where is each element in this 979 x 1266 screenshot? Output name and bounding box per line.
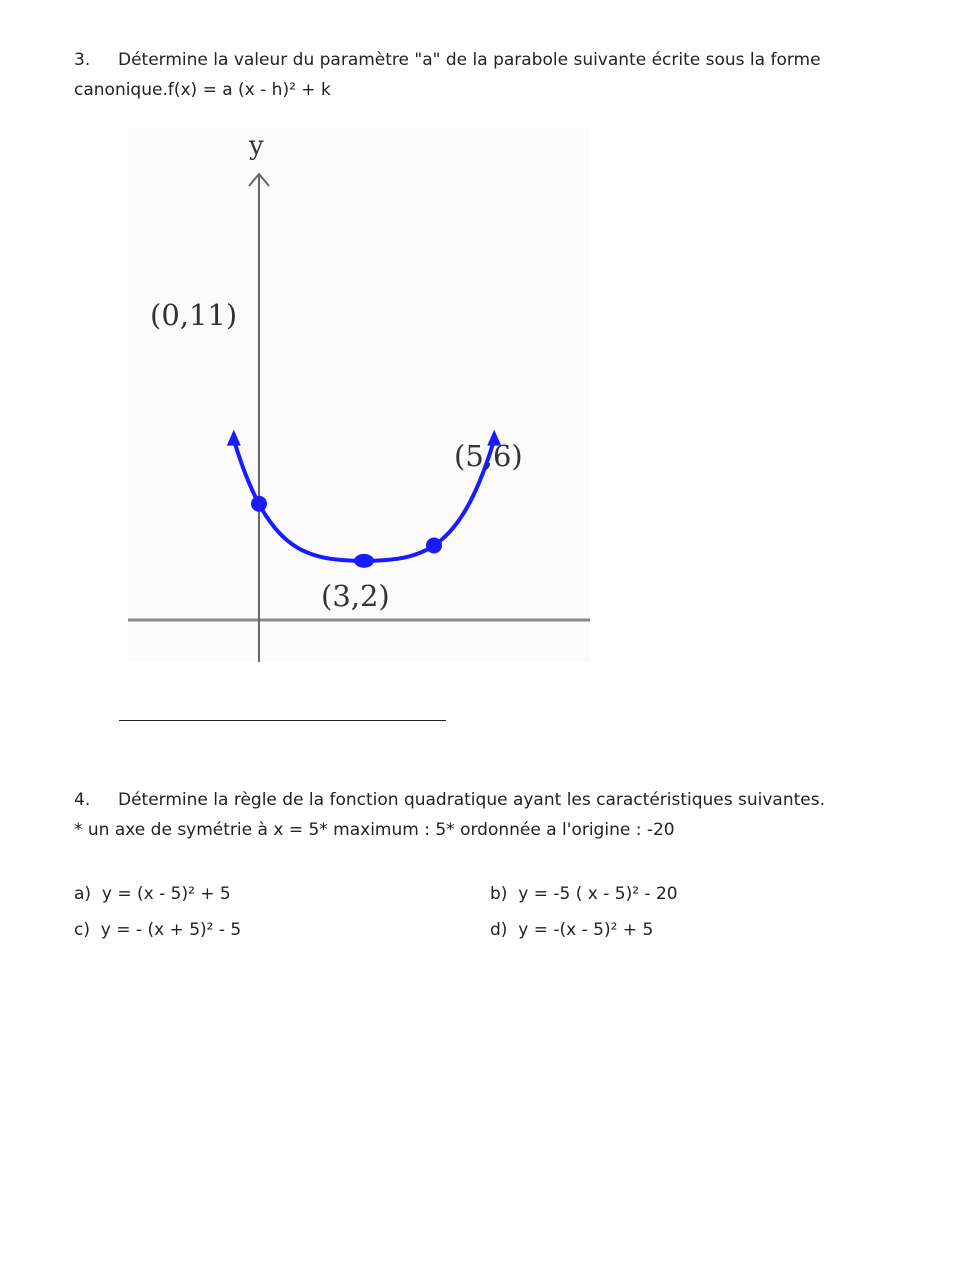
question-4-text-line-2: * un axe de symétrie à x = 5* maximum : 5* ordonnée a l'origine : -20 [74, 820, 675, 840]
choice-b-text: y = -5 ( x - 5)² - 20 [518, 884, 678, 904]
choice-d-text: y = -(x - 5)² + 5 [518, 920, 654, 940]
question-3-text: Détermine la valeur du paramètre "a" de la parabole suivante écrite sous la forme [118, 50, 821, 70]
answer-line[interactable] [119, 720, 446, 721]
y-axis-label: y [249, 131, 264, 161]
parabola-graph [128, 128, 590, 662]
label-point-0-11: (0,11) [150, 298, 238, 332]
question-3-text-line-2: canonique.f(x) = a (x - h)² + k [74, 80, 331, 100]
choice-a-letter: a) [74, 884, 92, 904]
question-4-text: Détermine la règle de la fonction quadratique ayant les caractéristiques suivantes. [118, 790, 826, 810]
choice-a-text: y = (x - 5)² + 5 [101, 884, 231, 904]
question-3 [74, 45, 904, 105]
choice-c-text: y = - (x + 5)² - 5 [100, 920, 242, 940]
question-4-line-1 [74, 785, 904, 815]
choice-c[interactable] [74, 919, 241, 941]
question-3-number: 3. [74, 50, 91, 70]
choice-b[interactable] [490, 883, 678, 905]
choice-c-letter: c) [74, 920, 90, 940]
question-4 [74, 785, 904, 845]
choice-a[interactable] [74, 883, 231, 905]
point-0-11 [251, 496, 267, 512]
point-3-2-vertex [354, 554, 374, 568]
label-point-5-6: (5,6) [454, 439, 523, 473]
question-4-number: 4. [74, 790, 91, 810]
choice-d[interactable] [490, 919, 653, 941]
choice-b-letter: b) [490, 884, 508, 904]
choice-d-letter: d) [490, 920, 508, 940]
question-3-line-1 [74, 45, 904, 75]
label-point-3-2: (3,2) [321, 579, 390, 613]
point-5-6 [426, 537, 442, 553]
